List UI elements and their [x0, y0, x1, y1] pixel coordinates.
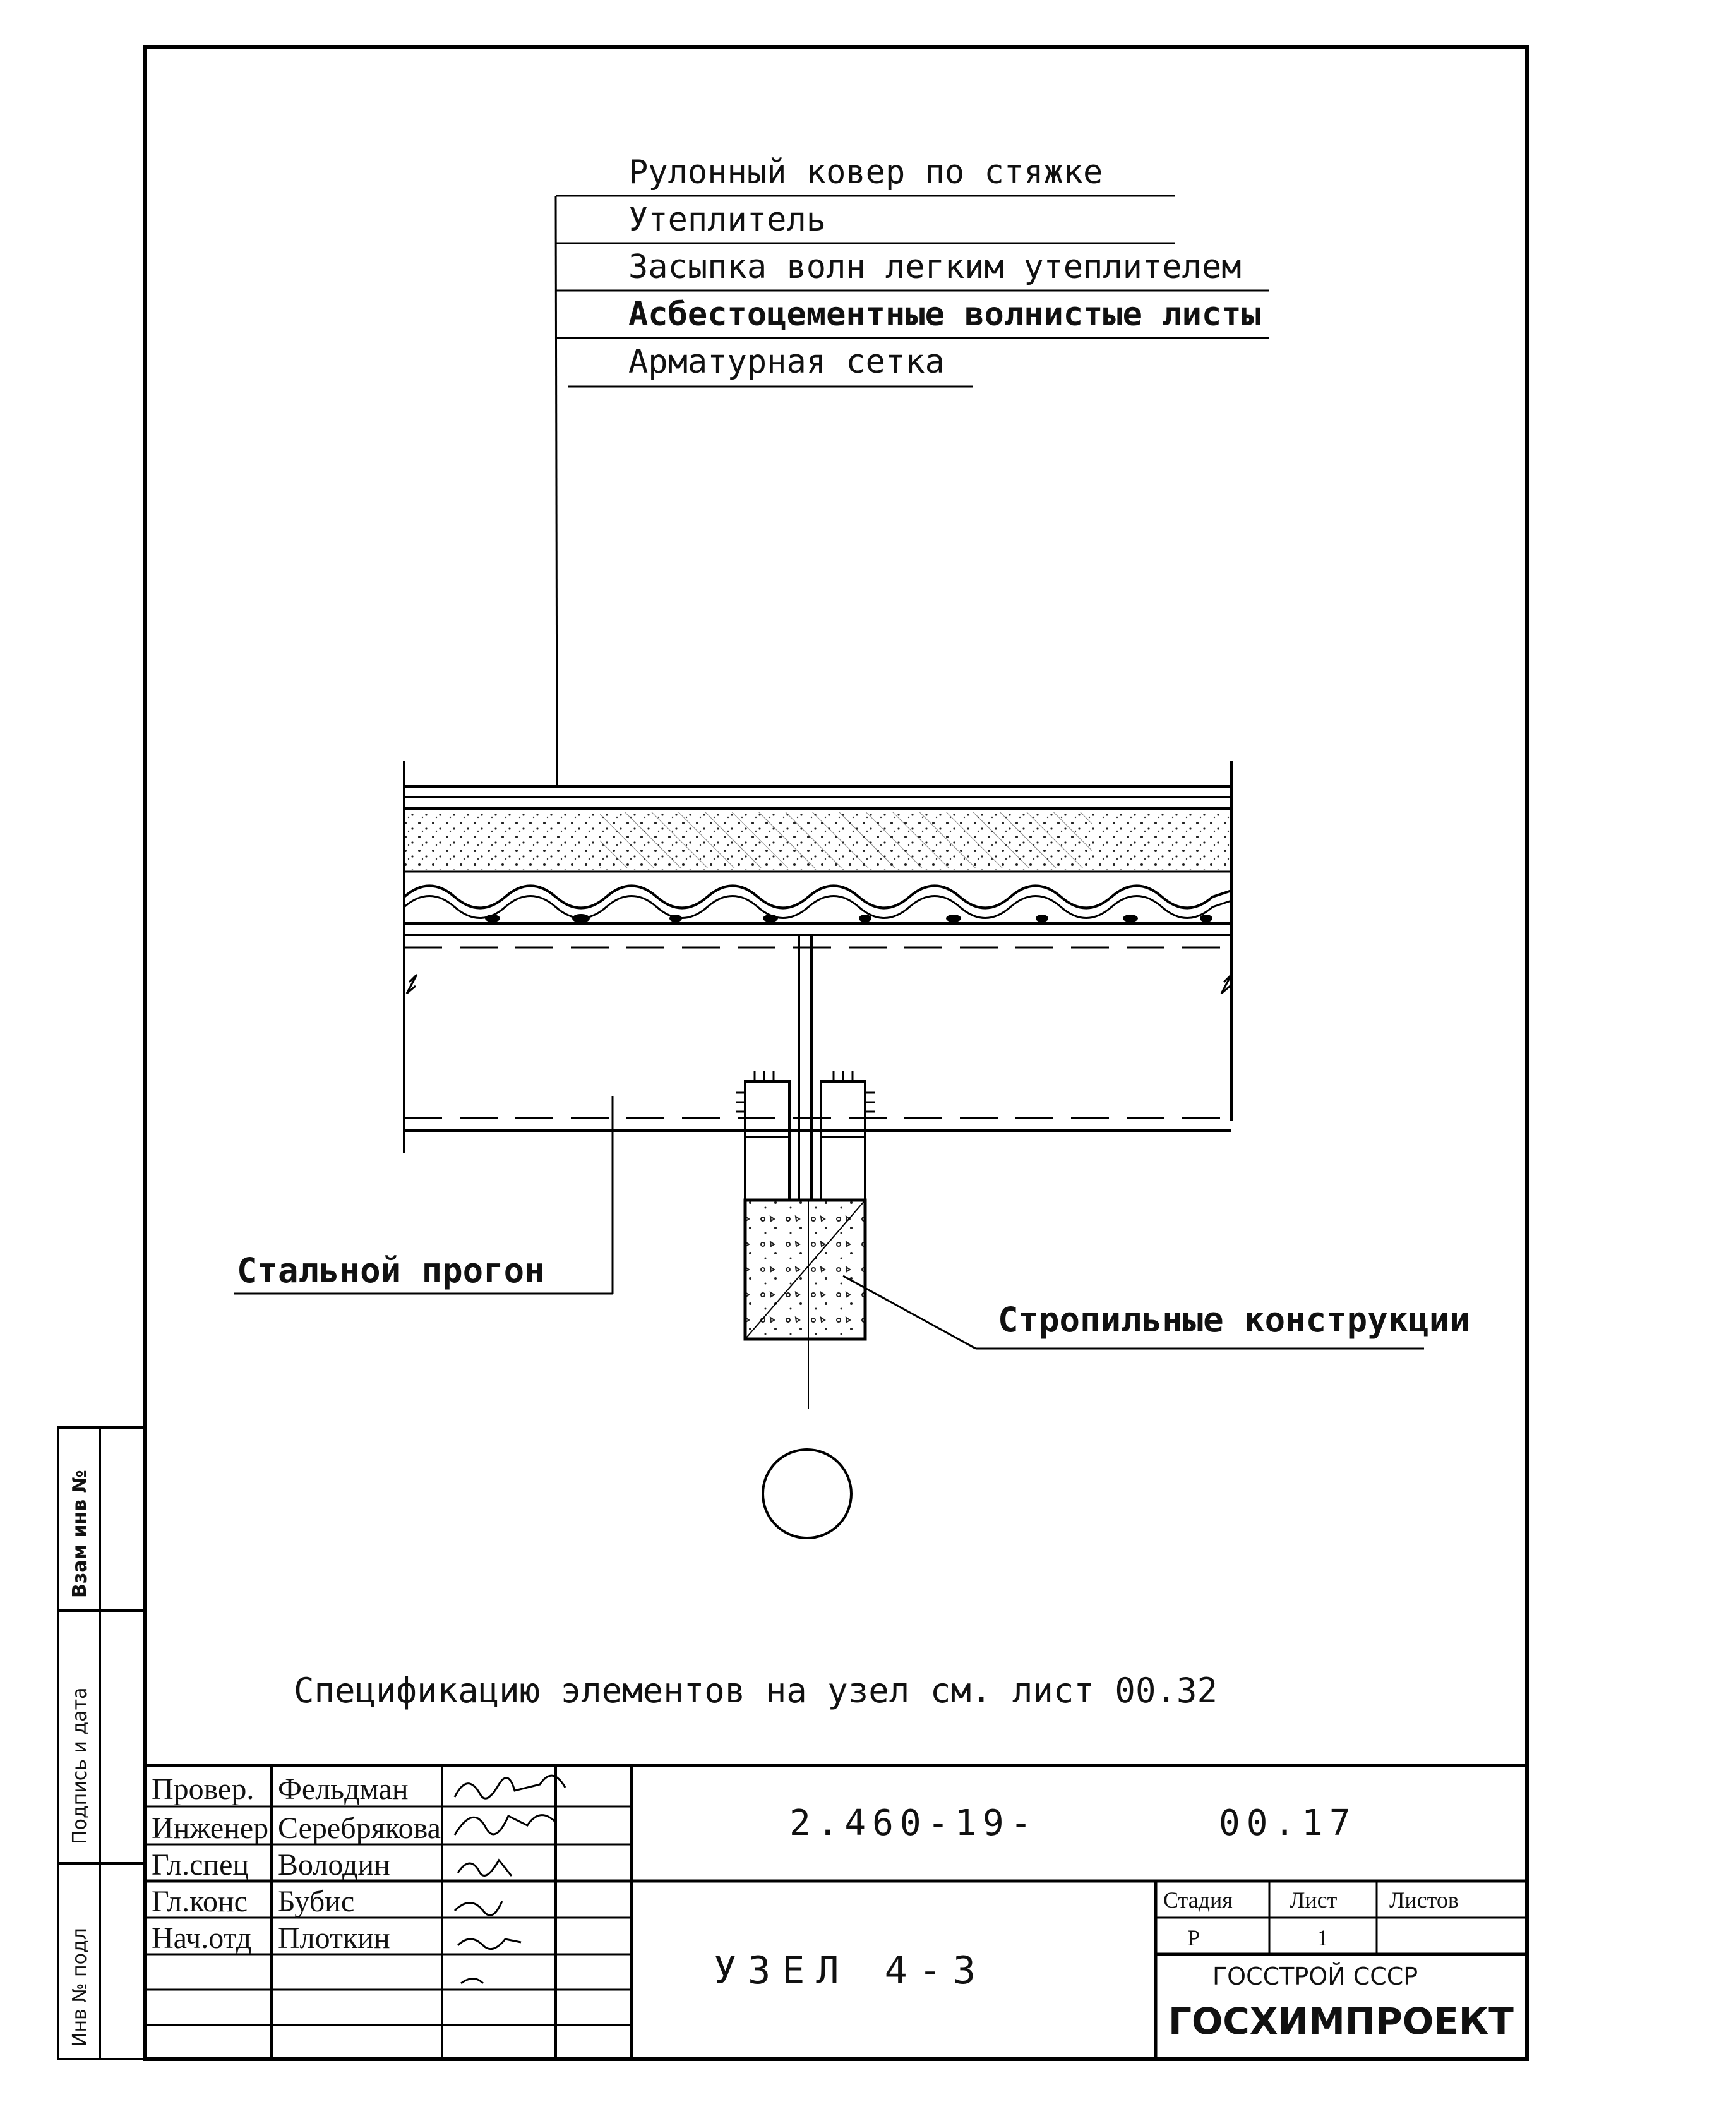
axis-marker-circle [763, 1450, 851, 1538]
sheet-code: 00.17 [1219, 1803, 1357, 1844]
layer-label-1: Рулонный ковер по стяжке [628, 153, 1103, 191]
truss-label: Стропильные конструкции [998, 1300, 1470, 1340]
name-4: Бубис [278, 1885, 355, 1918]
name-1: Фельдман [278, 1772, 409, 1806]
node-title: УЗЕЛ 4-3 [714, 1949, 987, 1993]
name-3: Володин [278, 1848, 390, 1882]
layer-label-4: Асбестоцементные волнистые листы [628, 296, 1261, 333]
role-3: Гл.спец [152, 1848, 249, 1882]
purlin-label: Стальной прогон [237, 1251, 545, 1290]
role-2: Инженер [152, 1812, 269, 1845]
side-stamp-cell-2: Подпись и дата [69, 1687, 91, 1844]
layer-label-2: Утеплитель [628, 201, 827, 239]
stage-value: Р [1187, 1925, 1200, 1950]
stage-header: Стадия [1163, 1887, 1233, 1913]
sheet-value: 1 [1317, 1925, 1328, 1950]
role-5: Нач.отд [152, 1921, 252, 1955]
sheets-header: Листов [1389, 1887, 1459, 1913]
doc-code: 2.460-19- [789, 1803, 1038, 1844]
name-2: Серебрякова [278, 1812, 441, 1845]
name-5: Плоткин [278, 1921, 390, 1955]
role-4: Гл.конс [152, 1885, 248, 1918]
side-stamp-cell-1: Взам инв № [69, 1470, 91, 1598]
sheet-header: Лист [1290, 1887, 1338, 1913]
layer-label-3: Засыпка волн легким утеплителем [628, 248, 1242, 286]
side-stamp-cell-3: Инв № подл [69, 1928, 91, 2046]
layer-label-5: Арматурная сетка [628, 343, 945, 381]
truss-node [736, 935, 875, 1538]
org-line-2: ГОСХИМПРОЕКТ [1168, 2000, 1514, 2043]
org-line-1: ГОССТРОЙ СССР [1212, 1962, 1418, 1990]
role-1: Провер. [152, 1772, 254, 1806]
roof-section [404, 761, 1231, 1153]
spec-note: Спецификацию элементов на узел см. лист 00.32 [294, 1671, 1218, 1710]
